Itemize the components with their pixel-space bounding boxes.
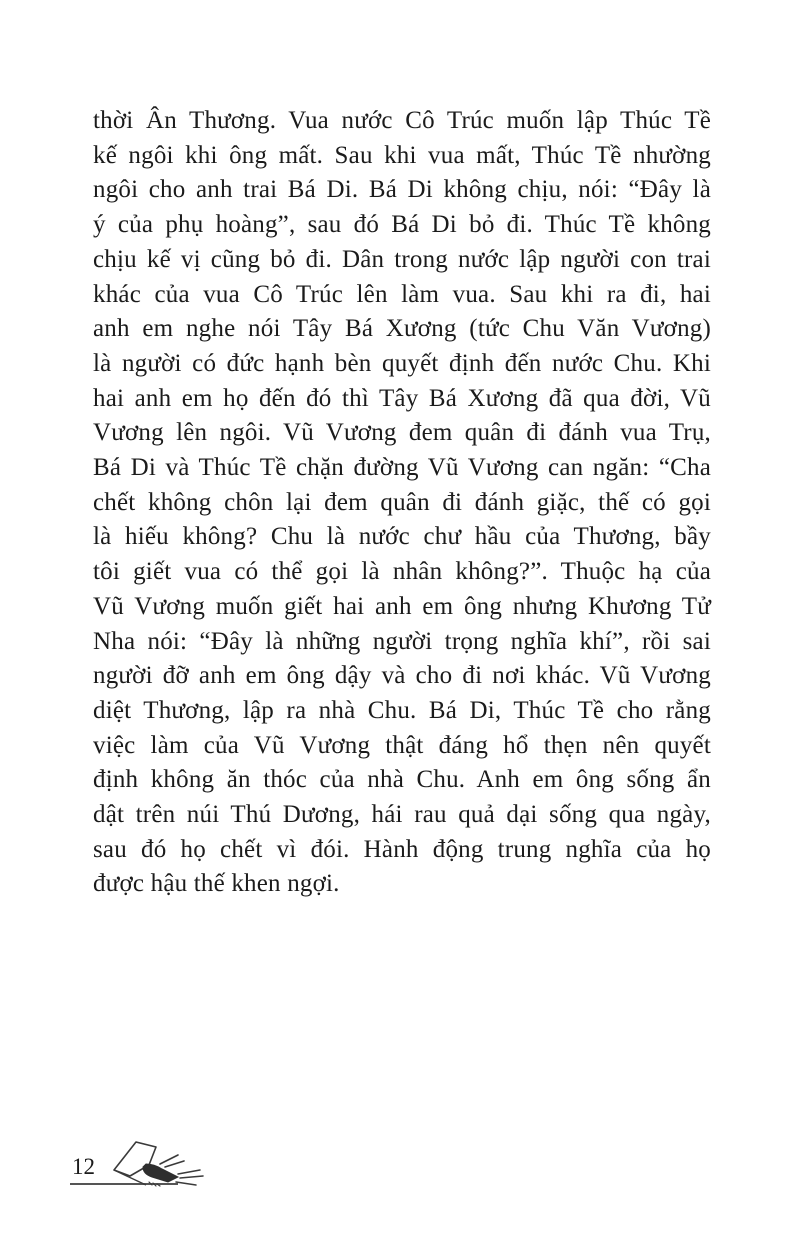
text-line: chết không chôn lại đem quân đi đánh giặc, thế có gọi: [93, 488, 711, 516]
text-line: hai anh em họ đến đó thì Tây Bá Xương đã qua đời, Vũ: [93, 384, 711, 412]
text-line: Vương lên ngôi. Vũ Vương đem quân đi đánh vua Trụ,: [93, 419, 711, 447]
text-line: dật trên núi Thú Dương, hái rau quả dại sống qua ngày,: [93, 801, 711, 829]
text-line: thời Ân Thương. Vua nước Cô Trúc muốn lập Thúc Tề: [93, 107, 711, 134]
text-line: việc làm của Vũ Vương thật đáng hổ thẹn nên quyết: [93, 731, 711, 759]
text-line: kế ngôi khi ông mất. Sau khi vua mất, Thúc Tề nhường: [93, 141, 711, 169]
text-line: sau đó họ chết vì đói. Hành động trung nghĩa của họ: [93, 835, 711, 863]
page-number: 12: [72, 1154, 95, 1179]
text-line: người đỡ anh em ông dậy và cho đi nơi khác. Vũ Vương: [93, 662, 711, 690]
page-footer: [70, 1138, 270, 1200]
text-line: anh em nghe nói Tây Bá Xương (tức Chu Văn Vương): [93, 315, 711, 343]
text-line: Nha nói: “Đây là những người trọng nghĩa khí”, rồi sai: [93, 627, 711, 655]
text-line: Vũ Vương muốn giết hai anh em ông nhưng Khương Tử: [93, 592, 711, 620]
text-line: tôi giết vua có thể gọi là nhân không?”. Thuộc hạ của: [93, 558, 711, 586]
text-line: ngôi cho anh trai Bá Di. Bá Di không chịu, nói: “Đây là: [93, 176, 711, 204]
body-text-paragraph: [93, 104, 711, 902]
text-line: Bá Di và Thúc Tề chặn đường Vũ Vương can ngăn: “Cha: [93, 454, 711, 482]
text-line: định không ăn thóc của nhà Chu. Anh em ông sống ẩn: [93, 766, 711, 794]
text-line: diệt Thương, lập ra nhà Chu. Bá Di, Thúc Tề cho rằng: [93, 696, 711, 724]
flying-bird-sketch-icon: [96, 1138, 220, 1196]
text-line: là người có đức hạnh bèn quyết định đến nước Chu. Khi: [93, 349, 711, 377]
text-line: khác của vua Cô Trúc lên làm vua. Sau khi ra đi, hai: [93, 280, 711, 308]
text-line: ý của phụ hoàng”, sau đó Bá Di bỏ đi. Thúc Tề không: [93, 211, 711, 239]
text-line: là hiếu không? Chu là nước chư hầu của Thương, bầy: [93, 523, 711, 551]
text-line: chịu kế vị cũng bỏ đi. Dân trong nước lập người con trai: [93, 245, 711, 273]
text-line: được hậu thế khen ngợi.: [93, 870, 340, 898]
